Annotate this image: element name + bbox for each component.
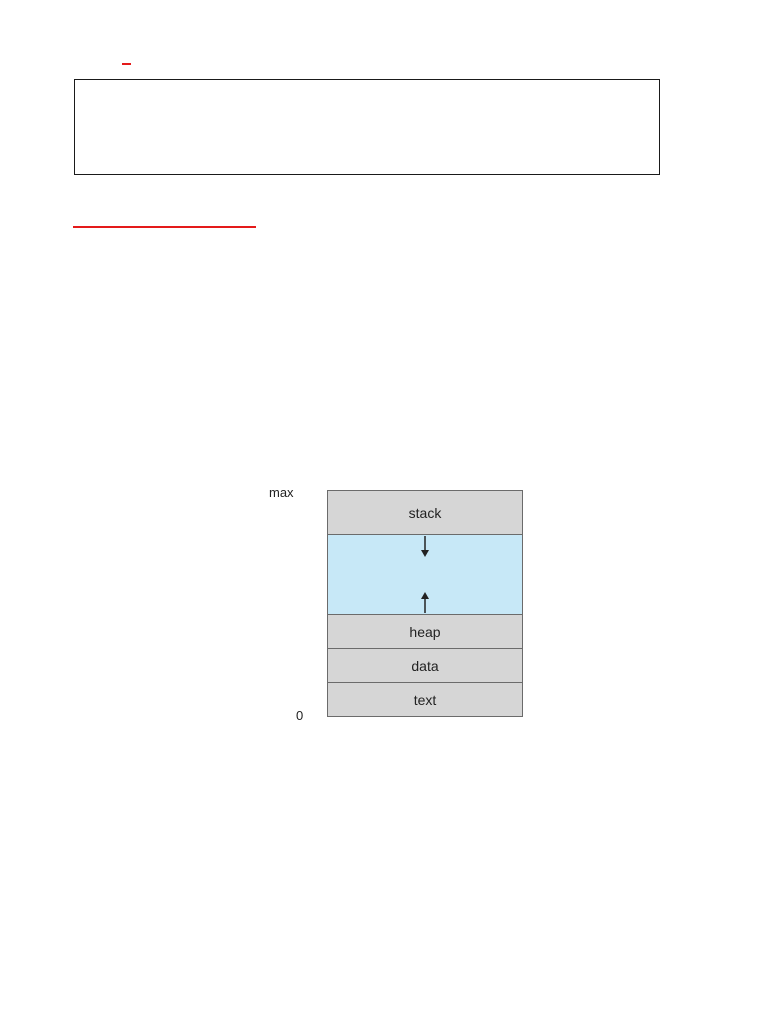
red-tick-mark	[122, 63, 131, 65]
red-underline	[73, 226, 256, 228]
segment-stack	[328, 491, 522, 534]
segment-data	[328, 648, 522, 682]
segment-heap-label: heap	[409, 623, 441, 640]
segment-data-label: data	[411, 657, 439, 674]
segment-text	[328, 682, 522, 716]
segment-stack-label: stack	[408, 504, 442, 521]
segment-text-label: text	[413, 691, 437, 708]
empty-text-box	[74, 79, 660, 175]
axis-max-label: max	[269, 485, 294, 500]
segment-heap	[328, 614, 522, 648]
axis-zero-label: 0	[296, 708, 304, 723]
arrow-up-icon	[419, 590, 431, 614]
segment-free-space	[328, 534, 522, 614]
arrow-down-icon	[419, 535, 431, 559]
process-memory-layout	[327, 490, 523, 717]
